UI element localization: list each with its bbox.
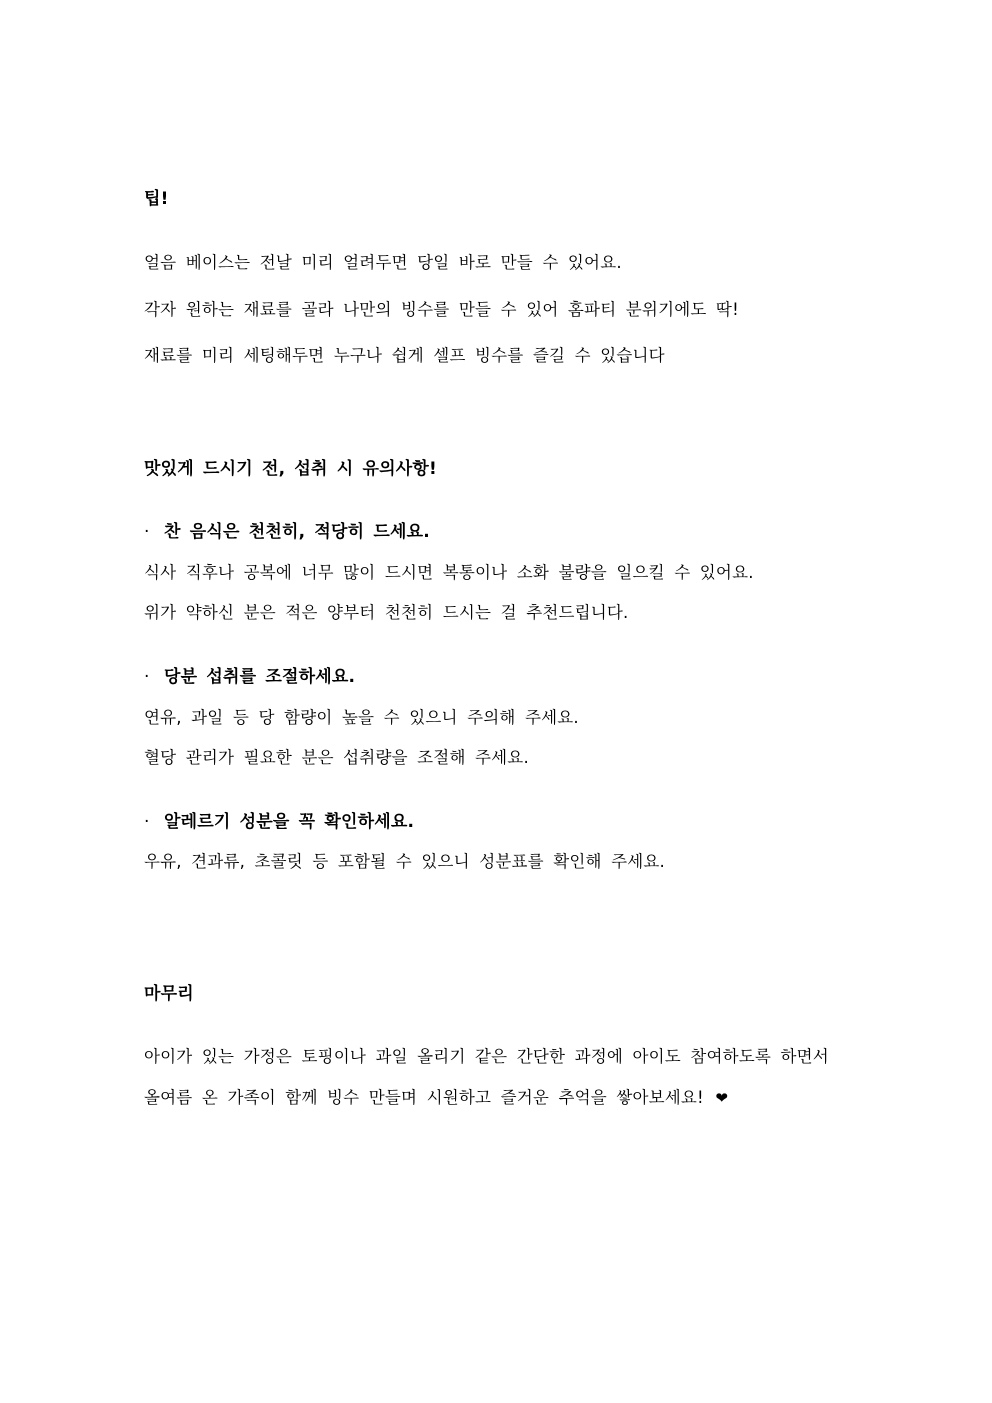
tip-heading: 팁! <box>144 189 169 209</box>
caution-item-1-line-2: 위가 약하신 분은 적은 양부터 천천히 드시는 걸 추천드립니다. <box>144 603 629 622</box>
caution-item-2-title <box>144 666 355 688</box>
bullet-icon: · <box>144 522 150 542</box>
caution-item-1-title-text: 찬 음식은 천천히, 적당히 드세요. <box>164 522 430 542</box>
caution-item-3-title-text: 알레르기 성분을 꼭 확인하세요. <box>164 812 415 832</box>
bullet-icon: · <box>144 812 150 832</box>
caution-heading: 맛있게 드시기 전, 섭취 시 유의사항! <box>144 459 437 479</box>
caution-item-2-title-text: 당분 섭취를 조절하세요. <box>164 667 356 687</box>
caution-item-2-line-2: 혈당 관리가 필요한 분은 섭취량을 조절해 주세요. <box>144 748 529 767</box>
closing-line-2-text: 올여름 온 가족이 함께 빙수 만들며 시원하고 즐거운 추억을 쌓아보세요! <box>144 1088 704 1107</box>
closing-line-2 <box>144 1087 728 1109</box>
tip-line-3: 재료를 미리 세팅해두면 누구나 쉽게 셀프 빙수를 즐길 수 있습니다 <box>144 346 665 365</box>
tip-line-1: 얼음 베이스는 전날 미리 얼려두면 당일 바로 만들 수 있어요. <box>144 253 622 272</box>
bullet-icon: · <box>144 667 150 687</box>
caution-item-1-line-1: 식사 직후나 공복에 너무 많이 드시면 복통이나 소화 불량을 일으킬 수 있어요. <box>144 563 754 582</box>
caution-item-3-line-1: 우유, 견과류, 초콜릿 등 포함될 수 있으니 성분표를 확인해 주세요. <box>144 852 665 871</box>
heart-icon: ❤ <box>715 1089 729 1107</box>
closing-line-1: 아이가 있는 가정은 토핑이나 과일 올리기 같은 간단한 과정에 아이도 참여하도록 하면서 <box>144 1047 829 1066</box>
tip-line-2: 각자 원하는 재료를 골라 나만의 빙수를 만들 수 있어 홈파티 분위기에도 딱! <box>144 300 739 319</box>
caution-item-2-line-1: 연유, 과일 등 당 함량이 높을 수 있으니 주의해 주세요. <box>144 708 579 727</box>
caution-item-1-title <box>144 521 430 543</box>
closing-heading: 마무리 <box>144 984 194 1004</box>
caution-item-3-title <box>144 811 414 833</box>
